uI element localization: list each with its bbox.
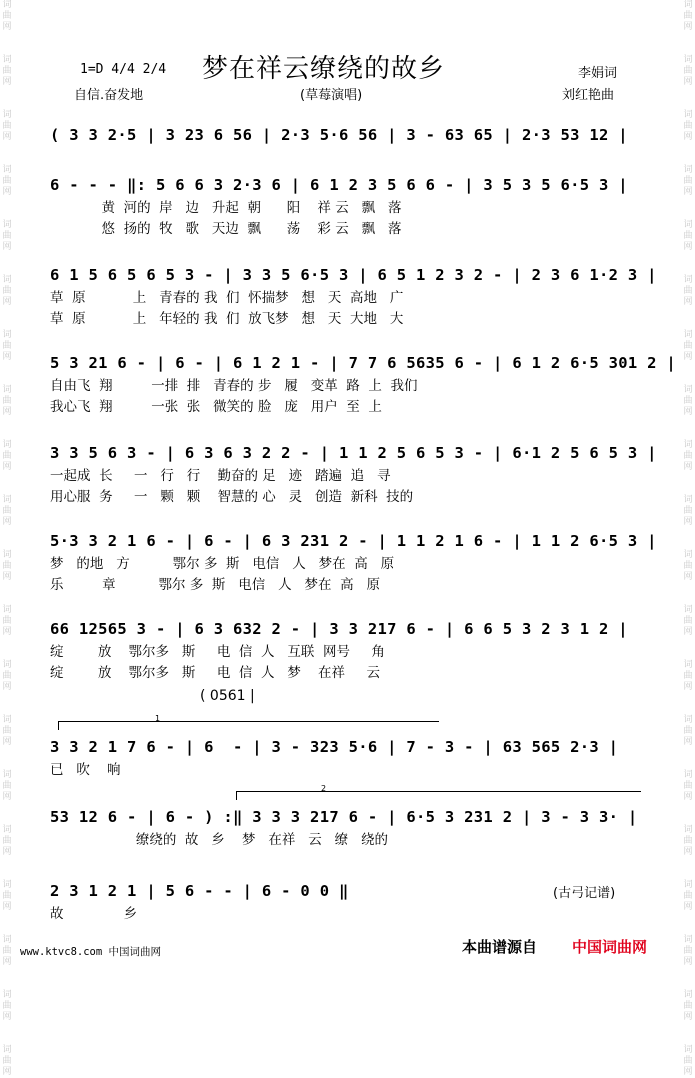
notation-line: 66 12565 3 - | 6 3 632 2 - | 3 3 217 6 - | 6 6 5 3 2 3 1 2 | — [50, 620, 628, 638]
watermark-char: 曲 — [2, 726, 12, 736]
lyric-line: 已 吹 响 — [50, 762, 121, 778]
watermark-char: 曲 — [683, 231, 693, 241]
watermark-char: 词 — [683, 660, 693, 670]
watermark-char: 词 — [2, 495, 12, 505]
score-system — [50, 262, 657, 330]
volta-number: 2 — [321, 784, 327, 793]
tempo-mood: 自信.奋发地 — [74, 88, 144, 103]
watermark-char: 曲 — [2, 66, 12, 76]
interlude-notes: ( 0561 | — [200, 688, 255, 704]
key-signature: 1=D 4/4 2/4 — [80, 62, 167, 77]
notation-line: 5·3 3 2 1 6 - | 6 - | 6 3 231 2 - | 1 1 2 1 6 - | 1 1 2 6·5 3 | — [50, 532, 657, 550]
watermark-char: 曲 — [2, 561, 12, 571]
lyric-line: 用心服 务 一 颗 颗 智慧的 心 灵 创造 新科 技的 — [50, 489, 414, 505]
watermark-char: 曲 — [2, 11, 12, 21]
watermark-char: 网 — [683, 132, 693, 142]
watermark-char: 词 — [2, 55, 12, 65]
watermark-char: 网 — [2, 407, 12, 417]
volta-bracket-2 — [236, 784, 641, 800]
watermark-char: 网 — [683, 792, 693, 802]
watermark-char: 词 — [2, 385, 12, 395]
watermark-char: 曲 — [683, 1056, 693, 1066]
composer: 刘红艳曲 — [562, 88, 615, 103]
notation-note: (古弓记谱) — [553, 886, 616, 901]
watermark-char: 曲 — [2, 396, 12, 406]
watermark-char: 曲 — [683, 946, 693, 956]
watermark-char: 网 — [683, 187, 693, 197]
score-system — [50, 172, 650, 240]
lyric-line: 绽 放 鄂尔多 斯 电 信 人 梦 在祥 云 — [50, 665, 380, 681]
watermark-char: 曲 — [2, 836, 12, 846]
notation-line: 2 3 1 2 1 | 5 6 - - | 6 - 0 0 ‖ — [50, 882, 349, 900]
source-label: 本曲谱源自 — [462, 938, 538, 956]
watermark-char: 词 — [683, 550, 693, 560]
notation-line: 3 3 5 6 3 - | 6 3 6 3 2 2 - | 1 1 2 5 6 5 3 - | 6·1 2 5 6 5 3 | — [50, 444, 657, 462]
watermark-char: 词 — [2, 440, 12, 450]
watermark-char: 词 — [2, 110, 12, 120]
score-system — [50, 616, 650, 684]
lyric-line: 草 原 上 年轻的 我 们 放飞梦 想 天 大地 大 — [50, 311, 404, 327]
watermark-char: 词 — [2, 330, 12, 340]
watermark-char: 网 — [2, 902, 12, 912]
watermark-char: 词 — [683, 1045, 693, 1055]
watermark-char: 词 — [683, 275, 693, 285]
brand-logo[interactable]: 中国词曲网 — [572, 938, 648, 956]
watermark-char: 网 — [2, 187, 12, 197]
watermark-char: 词 — [2, 275, 12, 285]
notation-line: 3 3 2 1 7 6 - | 6 - | 3 - 323 5·6 | 7 - 3 - | 63 565 2·3 | — [50, 738, 619, 756]
watermark-char: 网 — [2, 792, 12, 802]
watermark-char: 曲 — [2, 451, 12, 461]
lyric-line: 我心飞 翔 一张 张 微笑的 脸 庞 用户 至 上 — [50, 399, 382, 415]
watermark-char: 网 — [2, 77, 12, 87]
watermark-char: 曲 — [683, 121, 693, 131]
watermark-char: 网 — [683, 1012, 693, 1022]
watermark-char: 词 — [2, 990, 12, 1000]
watermark-char: 曲 — [2, 616, 12, 626]
lyric-line: 黄 河的 岸 边 升起 朝 阳 祥 云 飘 落 — [50, 200, 402, 216]
notation-line: 53 12 6 - | 6 - ) :‖ 3 3 3 217 6 - | 6·5 3 231 2 | 3 - 3 3· | — [50, 808, 638, 826]
watermark-right — [681, 0, 695, 1077]
watermark-char: 网 — [683, 682, 693, 692]
watermark-char: 词 — [683, 605, 693, 615]
watermark-char: 词 — [683, 385, 693, 395]
watermark-char: 网 — [683, 847, 693, 857]
watermark-char: 网 — [683, 572, 693, 582]
volta-number: 1 — [155, 714, 161, 723]
watermark-char: 词 — [683, 935, 693, 945]
score-system — [50, 734, 650, 781]
watermark-char: 曲 — [683, 616, 693, 626]
watermark-char: 网 — [2, 297, 12, 307]
lyric-line: 草 原 上 青春的 我 们 怀揣梦 想 天 高地 广 — [50, 290, 404, 306]
watermark-char: 曲 — [683, 891, 693, 901]
watermark-char: 网 — [2, 737, 12, 747]
watermark-char: 词 — [683, 165, 693, 175]
watermark-char: 曲 — [683, 66, 693, 76]
watermark-char: 词 — [2, 715, 12, 725]
watermark-char: 曲 — [683, 11, 693, 21]
watermark-char: 曲 — [683, 341, 693, 351]
score-system — [50, 440, 657, 508]
lyric-line: 乐 章 鄂尔 多 斯 电信 人 梦在 高 原 — [50, 577, 380, 593]
watermark-char: 曲 — [683, 506, 693, 516]
watermark-char: 词 — [2, 770, 12, 780]
watermark-char: 网 — [683, 737, 693, 747]
lyric-line: 故 乡 — [50, 906, 138, 922]
watermark-char: 网 — [683, 77, 693, 87]
watermark-char: 曲 — [683, 561, 693, 571]
watermark-char: 词 — [2, 550, 12, 560]
watermark-char: 曲 — [683, 1001, 693, 1011]
watermark-char: 词 — [683, 440, 693, 450]
lyric-line: 自由飞 翔 一排 排 青春的 步 履 变革 路 上 我们 — [50, 378, 418, 394]
watermark-char: 网 — [2, 462, 12, 472]
watermark-char: 网 — [683, 352, 693, 362]
watermark-char: 网 — [2, 242, 12, 252]
watermark-char: 词 — [683, 220, 693, 230]
watermark-char: 曲 — [683, 671, 693, 681]
volta-bracket-1 — [58, 714, 439, 730]
watermark-char: 曲 — [683, 286, 693, 296]
watermark-char: 词 — [683, 990, 693, 1000]
watermark-char: 网 — [2, 847, 12, 857]
notation-line: ( 3 3 2·5 | 3 23 6 56 | 2·3 5·6 56 | 3 - 63 65 | 2·3 53 12 | — [50, 126, 628, 144]
watermark-char: 网 — [683, 462, 693, 472]
lyric-line: 梦 的地 方 鄂尔 多 斯 电信 人 梦在 高 原 — [50, 556, 395, 572]
watermark-char: 网 — [2, 957, 12, 967]
watermark-char: 曲 — [683, 176, 693, 186]
watermark-char: 网 — [683, 297, 693, 307]
watermark-char: 词 — [2, 1045, 12, 1055]
watermark-char: 网 — [683, 1067, 693, 1077]
watermark-char: 网 — [683, 242, 693, 252]
watermark-char: 词 — [2, 220, 12, 230]
watermark-char: 曲 — [683, 836, 693, 846]
watermark-char: 曲 — [683, 451, 693, 461]
watermark-char: 网 — [2, 572, 12, 582]
watermark-char: 曲 — [683, 396, 693, 406]
watermark-char: 曲 — [2, 1001, 12, 1011]
watermark-char: 网 — [683, 902, 693, 912]
watermark-char: 词 — [2, 935, 12, 945]
watermark-char: 曲 — [2, 231, 12, 241]
watermark-char: 词 — [683, 880, 693, 890]
lyric-line: 绽 放 鄂尔多 斯 电 信 人 互联 网号 角 — [50, 644, 385, 660]
notation-line: 6 1 5 6 5 6 5 3 - | 3 3 5 6·5 3 | 6 5 1 2 3 2 - | 2 3 6 1·2 3 | — [50, 266, 657, 284]
watermark-char: 曲 — [2, 121, 12, 131]
watermark-char: 曲 — [2, 176, 12, 186]
watermark-char: 网 — [683, 627, 693, 637]
watermark-char: 词 — [683, 55, 693, 65]
watermark-left — [0, 0, 14, 1077]
watermark-char: 词 — [683, 825, 693, 835]
watermark-char: 网 — [683, 517, 693, 527]
performer: (草莓演唱) — [300, 88, 363, 103]
watermark-char: 词 — [2, 0, 12, 10]
watermark-char: 网 — [2, 1012, 12, 1022]
score-system — [50, 122, 650, 148]
watermark-char: 词 — [2, 605, 12, 615]
watermark-char: 曲 — [2, 1056, 12, 1066]
watermark-char: 网 — [2, 1067, 12, 1077]
watermark-char: 词 — [683, 770, 693, 780]
watermark-char: 词 — [2, 880, 12, 890]
watermark-char: 网 — [683, 957, 693, 967]
watermark-char: 网 — [683, 407, 693, 417]
watermark-char: 曲 — [2, 671, 12, 681]
score-system — [50, 528, 657, 596]
score-system — [50, 350, 677, 418]
watermark-char: 曲 — [2, 286, 12, 296]
notation-line: 6 - - - ‖: 5 6 6 3 2·3 6 | 6 1 2 3 5 6 6 - | 3 5 3 5 6·5 3 | — [50, 176, 628, 194]
lyric-line: 悠 扬的 牧 歌 天边 飘 荡 彩 云 飘 落 — [50, 221, 402, 237]
watermark-char: 曲 — [2, 506, 12, 516]
site-url[interactable]: www.ktvc8.com 中国词曲网 — [20, 946, 162, 958]
lyricist: 李娟词 — [578, 66, 618, 81]
notation-line: 5 3 21 6 - | 6 - | 6 1 2 1 - | 7 7 6 5635 6 - | 6 1 2 6·5 301 2 | — [50, 354, 677, 372]
watermark-char: 网 — [2, 132, 12, 142]
lyric-line: 缭绕的 故 乡 梦 在祥 云 缭 绕的 — [50, 832, 388, 848]
watermark-char: 词 — [683, 110, 693, 120]
watermark-char: 网 — [2, 627, 12, 637]
watermark-char: 网 — [2, 682, 12, 692]
watermark-char: 词 — [2, 165, 12, 175]
watermark-char: 词 — [683, 330, 693, 340]
watermark-char: 网 — [2, 22, 12, 32]
score-system — [50, 804, 650, 851]
watermark-char: 曲 — [2, 946, 12, 956]
watermark-char: 词 — [2, 825, 12, 835]
watermark-char: 网 — [2, 517, 12, 527]
watermark-char: 网 — [2, 352, 12, 362]
watermark-char: 曲 — [2, 891, 12, 901]
watermark-char: 曲 — [683, 781, 693, 791]
song-title: 梦在祥云缭绕的故乡 — [202, 54, 446, 84]
watermark-char: 词 — [2, 660, 12, 670]
watermark-char: 词 — [683, 495, 693, 505]
watermark-char: 词 — [683, 715, 693, 725]
lyric-line: 一起成 长 一 行 行 勤奋的 足 迹 踏遍 追 寻 — [50, 468, 391, 484]
watermark-char: 曲 — [683, 726, 693, 736]
watermark-char: 曲 — [2, 781, 12, 791]
watermark-char: 曲 — [2, 341, 12, 351]
watermark-char: 网 — [683, 22, 693, 32]
watermark-char: 词 — [683, 0, 693, 10]
